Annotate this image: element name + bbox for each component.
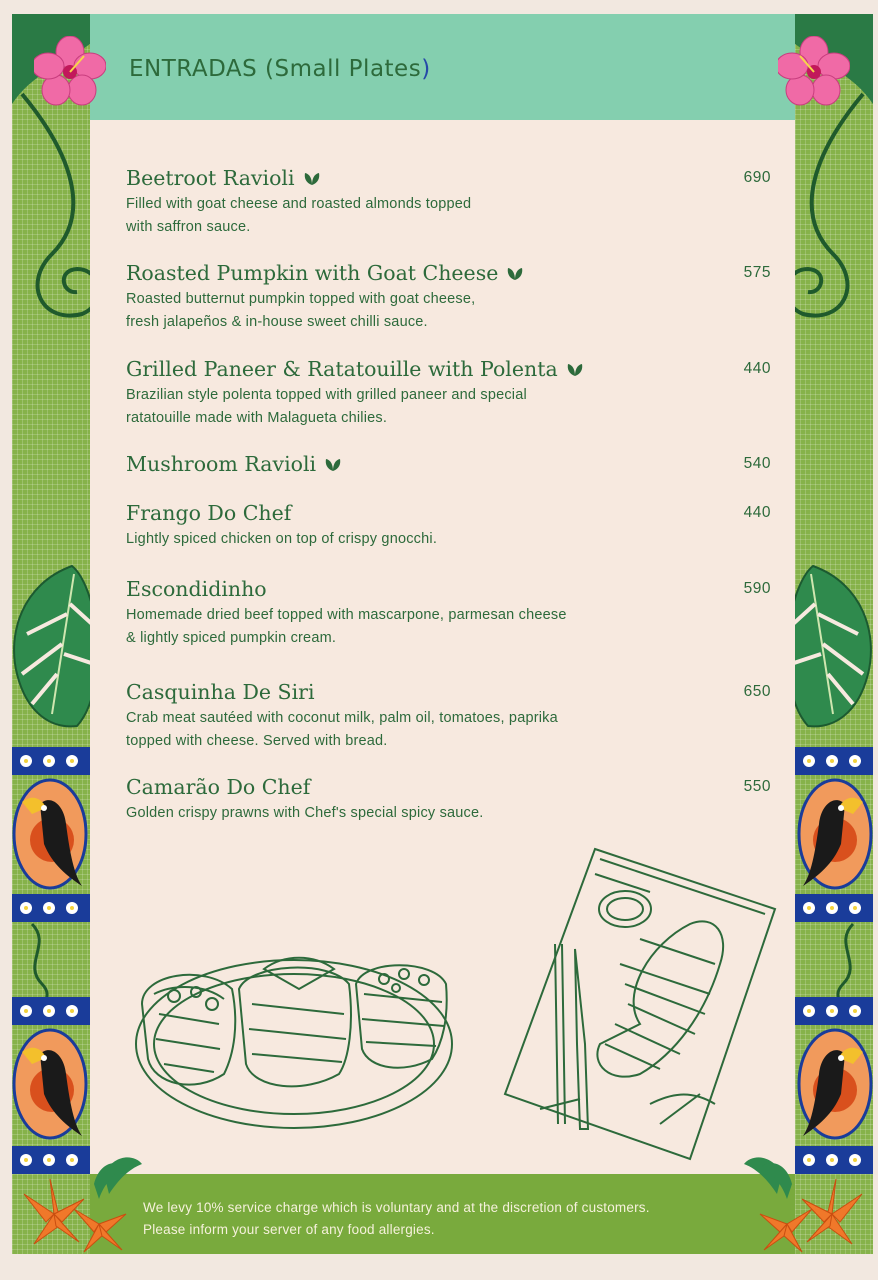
footer-line-allergy: Please inform your server of any food allergies. bbox=[143, 1222, 435, 1237]
veg-leaf-icon bbox=[324, 458, 342, 472]
item-desc-line: ratatouille made with Malagueta chilies. bbox=[126, 410, 388, 426]
hibiscus-flower-icon bbox=[34, 36, 106, 108]
left-decorative-border bbox=[12, 14, 90, 1254]
item-price: 440 bbox=[743, 360, 771, 377]
item-price: 575 bbox=[743, 264, 771, 281]
veg-leaf-icon bbox=[303, 172, 321, 186]
item-price: 440 bbox=[743, 504, 771, 521]
lily-flower-icon bbox=[742, 1154, 872, 1254]
right-decorative-border bbox=[795, 14, 873, 1254]
item-name: Grilled Paneer & Ratatouille with Polenta bbox=[126, 357, 558, 381]
menu-item bbox=[126, 450, 786, 478]
menu-item bbox=[126, 259, 786, 334]
item-desc-line: Brazilian style polenta topped with grilled paneer and special bbox=[126, 387, 527, 403]
menu-item bbox=[126, 164, 786, 239]
item-desc-line: Roasted butternut pumpkin topped with goat cheese, bbox=[126, 291, 476, 307]
cutting-board-illustration bbox=[500, 844, 780, 1164]
item-desc-line: topped with cheese. Served with bread. bbox=[126, 733, 388, 749]
item-price: 690 bbox=[743, 169, 771, 186]
menu-item bbox=[126, 575, 786, 650]
page-title: ENTRADAS (Small Plates) bbox=[129, 56, 431, 82]
item-name: Roasted Pumpkin with Goat Cheese bbox=[126, 261, 499, 285]
item-price: 550 bbox=[743, 778, 771, 795]
item-desc-line: Golden crispy prawns with Chef's special spicy sauce. bbox=[126, 805, 484, 821]
item-desc-line: Crab meat sautéed with coconut milk, palm oil, tomatoes, paprika bbox=[126, 710, 558, 726]
lily-flower-icon bbox=[14, 1154, 144, 1254]
item-name: Mushroom Ravioli bbox=[126, 452, 317, 476]
item-desc-line: fresh jalapeños & in-house sweet chilli sauce. bbox=[126, 314, 428, 330]
item-name: Frango Do Chef bbox=[126, 501, 292, 525]
menu-item bbox=[126, 355, 786, 430]
menu-item bbox=[126, 499, 786, 551]
item-name: Camarão Do Chef bbox=[126, 775, 311, 799]
hibiscus-flower-icon bbox=[778, 36, 850, 108]
item-desc-line: & lightly spiced pumpkin cream. bbox=[126, 630, 337, 646]
item-name: Beetroot Ravioli bbox=[126, 166, 295, 190]
item-name: Casquinha De Siri bbox=[126, 680, 315, 704]
footer-line-service: We levy 10% service charge which is voluntary and at the discretion of customers. bbox=[143, 1200, 650, 1215]
veg-leaf-icon bbox=[566, 363, 584, 377]
plate-illustration bbox=[134, 944, 454, 1134]
item-price: 590 bbox=[743, 580, 771, 597]
item-desc-line: with saffron sauce. bbox=[126, 219, 251, 235]
item-price: 540 bbox=[743, 455, 771, 472]
item-price: 650 bbox=[743, 683, 771, 700]
item-desc-line: Lightly spiced chicken on top of crispy gnocchi. bbox=[126, 531, 438, 547]
menu-item bbox=[126, 678, 786, 753]
veg-leaf-icon bbox=[506, 267, 524, 281]
item-desc-line: Filled with goat cheese and roasted almonds topped bbox=[126, 196, 472, 212]
footer-note bbox=[143, 1197, 743, 1241]
menu-item bbox=[126, 773, 786, 825]
menu-page bbox=[12, 14, 873, 1254]
item-name: Escondidinho bbox=[126, 577, 267, 601]
item-desc-line: Homemade dried beef topped with mascarpone, parmesan cheese bbox=[126, 607, 567, 623]
